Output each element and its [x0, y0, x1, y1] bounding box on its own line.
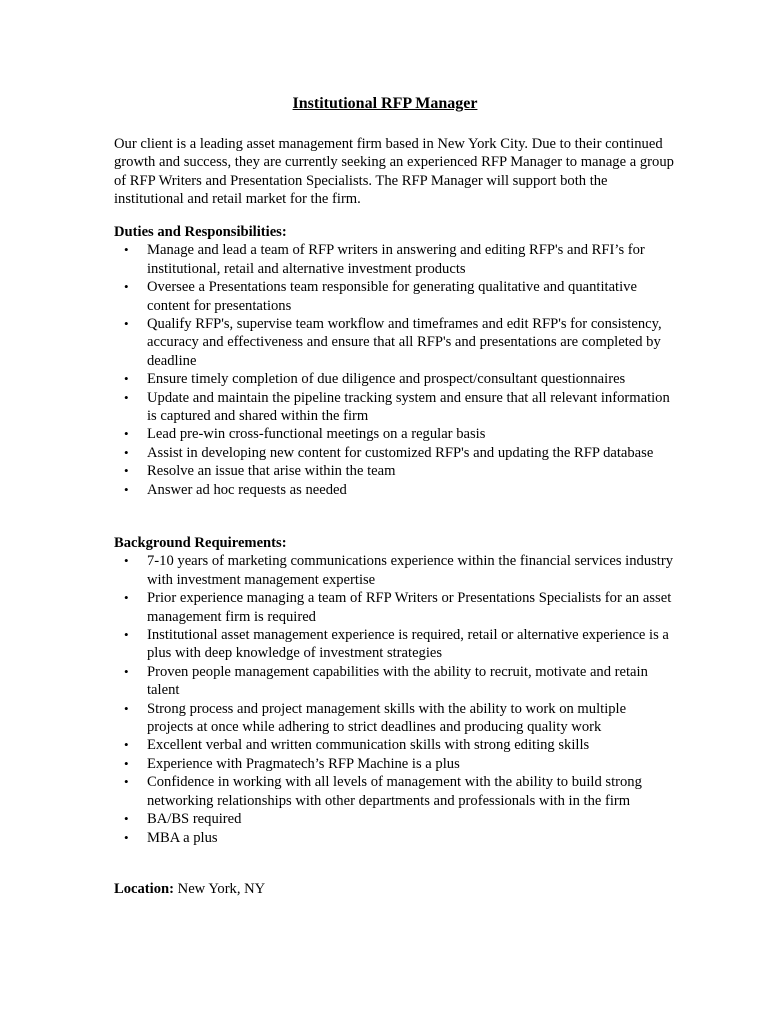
bullet-icon: •: [124, 444, 129, 460]
list-item-text: Institutional asset management experience is required, retail or alternative experience is a plus with deep knowledge of investment strategies: [147, 627, 669, 662]
list-item: [114, 700, 674, 737]
bullet-icon: •: [124, 316, 129, 332]
background-list: [114, 552, 674, 847]
list-item-text: Qualify RFP's, supervise team workflow and timeframes and edit RFP's for consistency, accuracy and effectiveness and ensure that all RFP's and presentations are completed by deadline: [147, 316, 662, 369]
bullet-icon: •: [124, 279, 129, 295]
duties-section: [114, 223, 674, 499]
list-item-text: MBA a plus: [147, 829, 218, 846]
list-item-text: Assist in developing new content for customized RFP's and updating the RFP database: [147, 444, 654, 461]
bullet-icon: •: [124, 590, 129, 606]
background-section: [114, 534, 674, 847]
list-item: [114, 481, 674, 499]
bullet-icon: •: [124, 481, 129, 497]
list-item-text: Manage and lead a team of RFP writers in answering and editing RFP's and RFI’s for institutional, retail and alternative investment products: [147, 242, 645, 277]
list-item-text: Answer ad hoc requests as needed: [147, 481, 347, 498]
list-item-text: Strong process and project management skills with the ability to work on multiple projects at once while adhering to strict deadlines and producing quality work: [147, 700, 627, 736]
background-heading: Background Requirements:: [114, 535, 287, 551]
bullet-icon: •: [124, 389, 129, 405]
bullet-icon: •: [124, 242, 129, 258]
list-item-text: Resolve an issue that arise within the team: [147, 463, 396, 480]
location-label: Location:: [114, 881, 174, 897]
bullet-icon: •: [124, 811, 129, 827]
list-item: [114, 773, 674, 810]
bullet-icon: •: [124, 829, 129, 845]
bullet-icon: •: [124, 755, 129, 771]
list-item-text: Oversee a Presentations team responsible for generating qualitative and quantitative content for presentations: [147, 279, 637, 314]
duties-list: [114, 241, 674, 499]
list-item-text: Experience with Pragmatech’s RFP Machine is a plus: [147, 755, 460, 772]
bullet-icon: •: [124, 463, 129, 479]
list-item: [114, 389, 674, 426]
bullet-icon: •: [124, 553, 129, 569]
bullet-icon: •: [124, 663, 129, 679]
bullet-icon: •: [124, 371, 129, 387]
bullet-icon: •: [124, 737, 129, 753]
duties-heading: Duties and Responsibilities:: [114, 224, 287, 240]
list-item: [114, 425, 674, 443]
list-item-text: Confidence in working with all levels of management with the ability to build strong networking relationships with other departments and professionals with in the firm: [147, 774, 642, 809]
list-item: [114, 278, 674, 315]
list-item-text: Proven people management capabilities with the ability to recruit, motivate and retain talent: [147, 663, 648, 699]
bullet-icon: •: [124, 774, 129, 790]
location-value: New York, NY: [177, 881, 266, 897]
list-item-text: Excellent verbal and written communication skills with strong editing skills: [147, 737, 590, 754]
list-item: [114, 626, 674, 663]
list-item: [114, 241, 674, 278]
list-item-text: Lead pre-win cross-functional meetings on a regular basis: [147, 426, 486, 443]
list-item: [114, 444, 674, 462]
intro-paragraph: Our client is a leading asset management firm based in New York City. Due to their continued growth and success, they are currently seeking an experienced RFP Manager to manage a group of RFP Writers and Presentation Specialists. The RFP Manager will support both the institutional and retail market for the firm.: [114, 136, 674, 208]
location-line: [114, 880, 674, 898]
list-item: [114, 462, 674, 480]
list-item: [114, 552, 674, 589]
list-item: [114, 589, 674, 626]
list-item: [114, 755, 674, 773]
list-item: [114, 829, 674, 847]
list-item: [114, 315, 674, 370]
list-item-text: Update and maintain the pipeline tracking system and ensure that all relevant information is captured and shared within the firm: [147, 389, 670, 425]
list-item-text: Ensure timely completion of due diligence and prospect/consultant questionnaires: [147, 371, 626, 388]
bullet-icon: •: [124, 700, 129, 716]
list-item-text: 7-10 years of marketing communications experience within the financial services industry with investment management expertise: [147, 553, 674, 588]
document-title: Institutional RFP Manager: [292, 95, 478, 112]
bullet-icon: •: [124, 426, 129, 442]
bullet-icon: •: [124, 627, 129, 643]
list-item: [114, 663, 674, 700]
list-item: [114, 736, 674, 754]
list-item: [114, 370, 674, 388]
list-item-text: Prior experience managing a team of RFP Writers or Presentations Specialists for an asset management firm is required: [147, 590, 672, 625]
list-item-text: BA/BS required: [147, 811, 242, 828]
list-item: [114, 810, 674, 828]
